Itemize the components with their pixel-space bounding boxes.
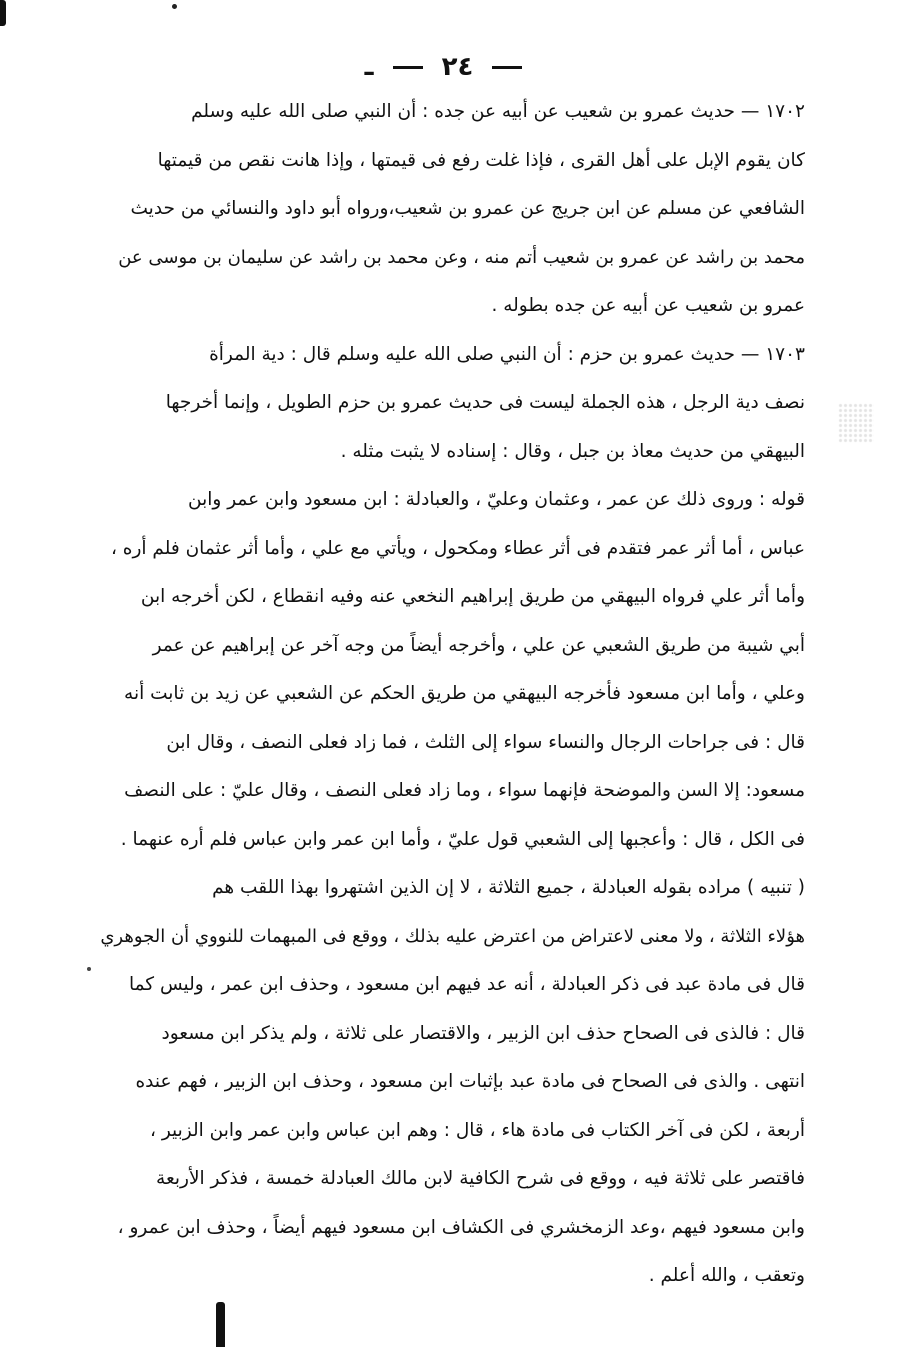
text-line: عمرو بن شعيب عن أبيه عن جده بطوله .	[491, 295, 805, 316]
page-number-suffix: ـ	[364, 52, 374, 82]
page-body	[100, 100, 805, 1313]
page-header	[0, 52, 897, 82]
text-line: الشافعي عن مسلم عن ابن جريج عن عمرو بن شعيب،ورواه أبو داود والنسائي من حديث	[130, 198, 805, 219]
scan-speck	[172, 4, 177, 9]
page-number: ٢٤	[441, 52, 474, 82]
text-line: وأما أثر علي فرواه البيهقي من طريق إبراهيم النخعي عنه وفيه انقطاع ، لكن أخرجه ابن	[140, 586, 805, 607]
text-line: وتعقب ، والله أعلم .	[648, 1265, 805, 1286]
text-line: ١٧٠٣ — حديث عمرو بن حزم : أن النبي صلى الله عليه وسلم قال : دية المرأة	[209, 343, 805, 365]
text-line: قال فى مادة عبد فى ذكر العبادلة ، أنه عد فيهم ابن مسعود ، وحذف ابن عمر ، وليس كما	[128, 974, 805, 995]
text-line: أربعة ، لكن فى آخر الكتاب فى مادة هاء ، قال : وهم ابن عباس وابن عمر وابن الزبير ،	[150, 1119, 805, 1141]
header-dash	[393, 66, 423, 69]
text-line: هؤلاء الثلاثة ، ولا معنى لاعتراض من اعترض عليه بذلك ، ووقع فى المبهمات للنووي أن الجوهري	[100, 925, 805, 947]
text-line: قوله : وروى ذلك عن عمر ، وعثمان وعليّ ، والعبادلة : ابن مسعود وابن عمر وابن	[188, 489, 805, 510]
text-line: وابن مسعود فيهم ،وعد الزمخشري فى الكشاف ابن مسعود فيهم أيضاً ، وحذف ابن عمرو ،	[117, 1216, 805, 1238]
text-line: محمد بن راشد عن عمرو بن شعيب أتم منه ، وعن محمد بن راشد عن سليمان بن موسى عن	[118, 246, 805, 268]
text-line: نصف دية الرجل ، هذه الجملة ليست فى حديث عمرو بن حزم الطويل ، وإنما أخرجها	[165, 392, 805, 413]
scan-noise	[838, 403, 874, 443]
header-dash	[492, 66, 522, 69]
text-line: ( تنبيه ) مراده بقوله العبادلة ، جميع الثلاثة ، لا إن الذين اشتهروا بهذا اللقب هم	[212, 877, 805, 898]
text-line: وعلي ، وأما ابن مسعود فأخرجه البيهقي من طريق الحكم عن الشعبي عن زيد بن ثابت أنه	[124, 683, 805, 704]
scan-speck	[87, 967, 91, 971]
text-line: انتهى . والذى فى الصحاح فى مادة عبد بإثبات ابن مسعود ، وحذف ابن الزبير ، فهم عنده	[135, 1071, 805, 1092]
text-line: فى الكل ، قال : وأعجبها إلى الشعبي قول عليّ ، وأما ابن عمر وابن عباس فلم أره عنهما .	[120, 828, 805, 850]
text-line: أبي شيبة من طريق الشعبي عن علي ، وأخرجه أيضاً من وجه آخر عن إبراهيم عن عمر	[152, 634, 805, 656]
text-line: فاقتصر على ثلاثة فيه ، ووقع فى شرح الكافية لابن مالك العبادلة خمسة ، فذكر الأربعة	[156, 1168, 805, 1189]
text-line: كان يقوم الإبل على أهل القرى ، فإذا غلت رفع فى قيمتها ، وإذا هانت نقص من قيمتها	[157, 149, 805, 171]
text-line: قال : فالذى فى الصحاح حذف ابن الزبير ، والاقتصار على ثلاثة ، ولم يذكر ابن مسعود	[161, 1022, 805, 1044]
text-line: مسعود: إلا السن والموضحة فإنهما سواء ، وما زاد فعلى النصف ، وقال عليّ : على النصف	[124, 780, 805, 801]
text-line: ١٧٠٢ — حديث عمرو بن شعيب عن أبيه عن جده : أن النبي صلى الله عليه وسلم	[191, 101, 805, 122]
text-line: قال : فى جراحات الرجال والنساء سواء إلى الثلث ، فما زاد فعلى النصف ، وقال ابن	[166, 731, 805, 753]
scan-edge-mark	[0, 0, 6, 26]
text-line: عباس ، أما أثر عمر فتقدم فى أثر عطاء ومكحول ، ويأتي مع علي ، وأما أثر عثمان فلم أره ،	[110, 537, 805, 559]
text-line: البيهقي من حديث معاذ بن جبل ، وقال : إسناده لا يثبت مثله .	[340, 440, 805, 462]
